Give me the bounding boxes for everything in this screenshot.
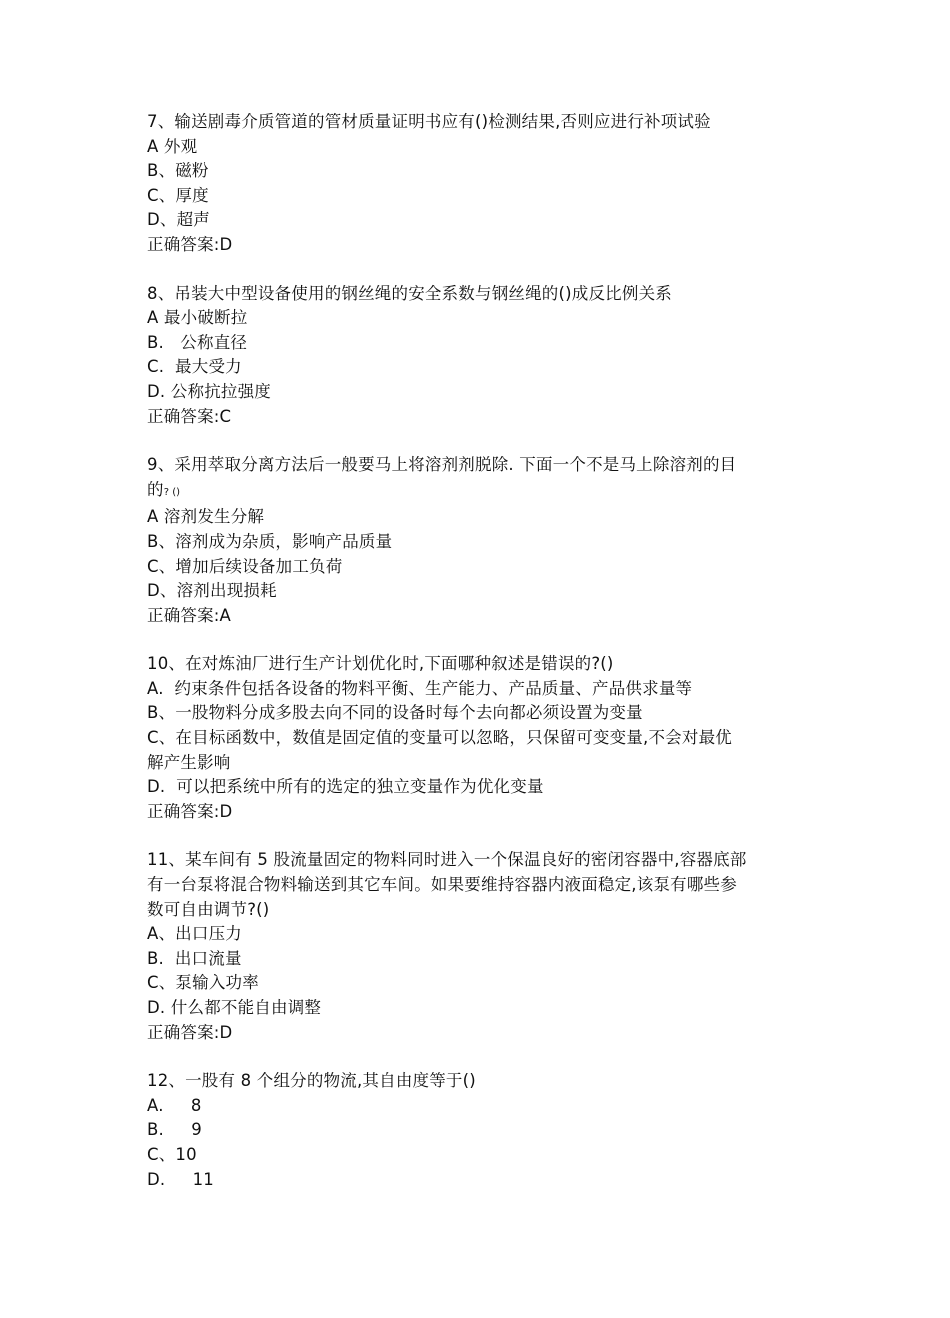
option-d: D. 11 xyxy=(147,1169,214,1189)
option-b: B. 9 xyxy=(147,1120,202,1140)
question-stem-line-1: 9、采用萃取分离方法后一般要马上将溶剂剂脱除. 下面一个不是马上除溶剂的目 xyxy=(147,455,737,475)
question-stem-text: 的 xyxy=(147,479,164,499)
option-a: A、出口压力 xyxy=(147,924,242,944)
option-b: B. 公称直径 xyxy=(147,332,248,352)
option-b: B、一股物料分成多股去向不同的设备时每个去向都必须设置为变量 xyxy=(147,703,643,723)
option-b: B、溶剂成为杂质，影响产品质量 xyxy=(147,531,393,551)
option-c: C. 最大受力 xyxy=(147,357,242,377)
question-9 xyxy=(147,453,817,628)
question-stem-line-2: 有一台泵将混合物料输送到其它车间。如果要维持容器内液面稳定,该泵有哪些参 xyxy=(147,875,737,895)
option-a: A. 约束条件包括各设备的物料平衡、生产能力、产品质量、产品供求量等 xyxy=(147,678,693,698)
option-d: D、溶剂出现损耗 xyxy=(147,581,277,601)
option-d: D. 公称抗拉强度 xyxy=(147,381,271,401)
question-8 xyxy=(147,282,817,430)
option-c: C、在目标函数中，数值是固定值的变量可以忽略，只保留可变变量,不会对最优 xyxy=(147,728,732,748)
option-a: A 溶剂发生分解 xyxy=(147,507,265,527)
correct-answer: 正确答案:A xyxy=(147,605,232,625)
correct-answer: 正确答案:D xyxy=(147,801,233,821)
question-stem-line-2 xyxy=(147,478,817,506)
correct-answer: 正确答案:C xyxy=(147,406,232,426)
option-d: D、超声 xyxy=(147,210,211,230)
question-stem-line-1: 11、某车间有 5 股流量固定的物料同时进入一个保温良好的密闭容器中,容器底部 xyxy=(147,850,747,870)
question-list xyxy=(147,110,817,1216)
question-stem-suffix: ? () xyxy=(163,486,180,498)
question-12 xyxy=(147,1069,817,1192)
option-c: C、厚度 xyxy=(147,185,209,205)
correct-answer: 正确答案:D xyxy=(147,234,233,254)
question-stem: 12、一股有 8 个组分的物流,其自由度等于() xyxy=(147,1071,476,1091)
option-c: C、增加后续设备加工负荷 xyxy=(147,556,343,576)
option-d: D. 可以把系统中所有的选定的独立变量作为优化变量 xyxy=(147,777,544,797)
question-stem-line-3: 数可自由调节?() xyxy=(147,899,270,919)
question-stem: 10、在对炼油厂进行生产计划优化时,下面哪种叙述是错误的?() xyxy=(147,654,614,674)
question-7 xyxy=(147,110,817,258)
option-a: A 外观 xyxy=(147,136,198,156)
question-stem: 8、吊装大中型设备使用的钢丝绳的安全系数与钢丝绳的()成反比例关系 xyxy=(147,283,672,303)
question-10 xyxy=(147,652,817,824)
option-b: B. 出口流量 xyxy=(147,948,242,968)
correct-answer: 正确答案:D xyxy=(147,1022,233,1042)
option-b: B、磁粉 xyxy=(147,161,209,181)
option-c-continued: 解产生影响 xyxy=(147,752,231,772)
option-a: A 最小破断拉 xyxy=(147,308,248,328)
option-c: C、10 xyxy=(147,1144,197,1164)
option-d: D. 什么都不能自由调整 xyxy=(147,998,322,1017)
question-11 xyxy=(147,848,817,1045)
option-a: A. 8 xyxy=(147,1095,202,1115)
question-stem: 7、输送剧毒介质管道的管材质量证明书应有()检测结果,否则应进行补项试验 xyxy=(147,112,711,131)
option-c: C、泵输入功率 xyxy=(147,973,259,993)
